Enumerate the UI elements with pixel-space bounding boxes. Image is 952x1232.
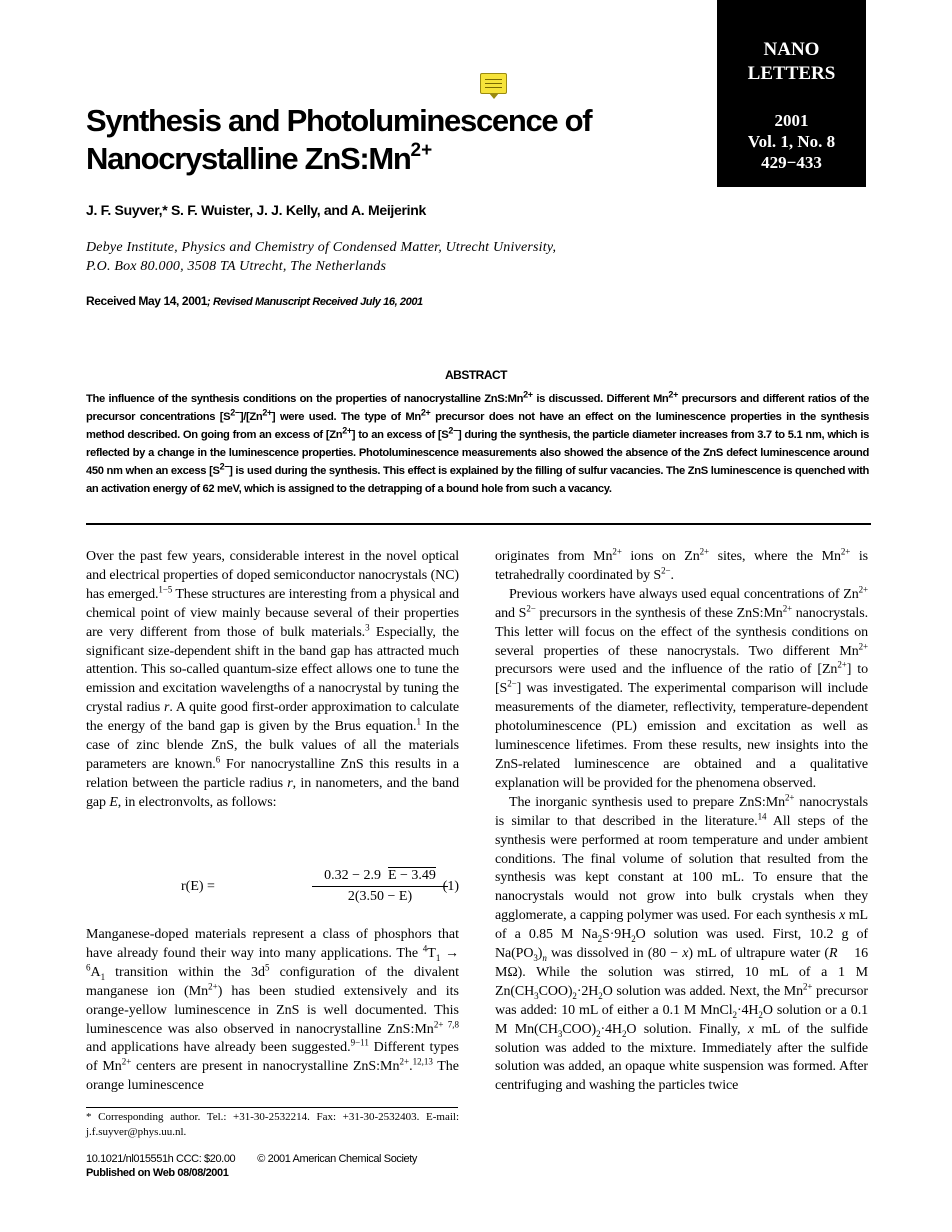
journal-pages: 429−433 <box>761 153 822 172</box>
bottom-info <box>86 1152 417 1180</box>
left-column <box>86 548 459 813</box>
paper-title <box>86 102 706 178</box>
revised-date: ; Revised Manuscript Received July 16, 2001 <box>207 296 423 308</box>
footnote: * Corresponding author. Tel.: +31-30-2532214. Fax: +31-30-2532403. E-mail: j.f.suyver@phys.uu.nl. <box>86 1111 459 1138</box>
equation-fraction <box>312 868 448 905</box>
intro-paragraph: Over the past few years, considerable interest in the novel optical and electrical properties of doped semiconductor nanocrystals (NC) has emerged.$^{1-5}$ These structures are interesting from a physical and chemical point of view mainly because several of their properties are very different from those of bulk materials.$^3$ Especially, the significant size-dependent shift in the band gap has attracted much attention. This so-called quantum-size effect allows one to tune the emission and excitation wavelengths of a nanocrystal by tuning the crystal radius r. A quite good first-order approximation to calculate the energy of the band gap is given by the Brus equation.$^1$ In the case of zinc blende ZnS, the bulk values of all the materials parameters are known.$^6$ For nanocrystalline ZnS this results in a relation between the particle radius r, in nanometers, and the band gap E, in electronvolts, as follows: <box>86 549 459 810</box>
equation-numerator: 0.32 − 2.9 <box>324 868 381 883</box>
journal-year: 2001 <box>774 111 809 130</box>
right-column <box>495 548 868 1096</box>
equation-1 <box>86 868 459 912</box>
abstract-heading: ABSTRACT <box>445 368 507 382</box>
sticky-note-icon[interactable] <box>480 73 507 94</box>
journal-name-line1: NANO <box>763 39 820 60</box>
doi: 10.1021/nl015551h CCC: $20.00 <box>86 1153 236 1165</box>
previous-work-paragraph: Previous workers have always used equal concentrations of $Zn^{2+}$ and $S^{2-}$ precursors in the synthesis of these $ZnS:Mn^{2+}$ nanocrystals. This letter will focus on the effect of the synthesis conditions on several properties of these nanocrystals. Two different $Mn^{2+}$ precursors were used and the influence of the ratio of $[Zn^{2+}]$ to $[S^{2-}]$ was investigated. The experimental comparison will include measurements of the diameter, reflectivity, temperature-dependent photoluminescence (PL) emission and excitation as well as luminescence lifetimes. From these results, new insights into the ZnS-related luminescence are obtained and a qualitative explanation will be provided for the phenomena observed. <box>495 584 868 791</box>
journal-info-box <box>717 0 866 187</box>
affiliation <box>86 238 646 276</box>
affiliation-line1: Debye Institute, Physics and Chemistry of Condensed Matter, Utrecht University, <box>86 240 557 255</box>
journal-name-line2: LETTERS <box>747 63 836 84</box>
published-date: Published on Web 08/08/2001 <box>86 1167 229 1179</box>
equation-denominator: 2(3.50 − E) <box>347 889 413 904</box>
equation-number: (1) <box>442 879 459 894</box>
received-dates <box>86 294 423 308</box>
title-line2: Nanocrystalline ZnS:Mn <box>86 141 411 176</box>
affiliation-line2: P.O. Box 80.000, 3508 TA Utrecht, The Netherlands <box>86 259 387 274</box>
continuation-paragraph: originates from $Mn^{2+}$ ions on $Zn^{2+}$ sites, where the $Mn^{2+}$ is tetrahedrally coordinated by $S^{2-}$. <box>495 546 868 583</box>
synthesis-paragraph: The inorganic synthesis used to prepare $ZnS:Mn^{2+}$ nanocrystals is similar to that described in the literature.$^{14}$ All steps of the synthesis were performed at room temperature and under ambient conditions. The final volume of solution that resulted from the synthesis was kept constant at 100 mL. To ensure that the nanocrystals would not grow into bulk crystals when they agglomerate, a capping polymer was used. For each synthesis x mL of a 0.85 M $Na_2S\cdot 9H_2O$ solution was used. First, 10.2 g of $Na(PO_3)_n$ was dissolved in (80 − x) mL of ultrapure water (R 16 MΩ). While the solution was stirred, 10 mL of a 1 M $Zn(CH_3COO)_2\cdot 2H_2O$ solution was added. Next, the $Mn^{2+}$ precursor was added: 10 mL of either a 0.1 M $MnCl_2\cdot 4H_2O$ solution or a 0.1 M $Mn(CH_3COO)_2\cdot 4H_2O$ solution. Finally, x mL of the sulfide solution was added to the mixture. Immediately after the sulfide solution was added, an opaque white suspension was formed. After centrifuging and washing the particles twice <box>495 792 868 1094</box>
copyright: © 2001 American Chemical Society <box>257 1153 418 1165</box>
manganese-paragraph: Manganese-doped materials represent a class of phosphors that have already found their way into many applications. The $^4T_1 \to ^6A_1$ transition within the $3d^5$ configuration of the divalent manganese ion $(Mn^{2+})$ has been studied extensively and its orange-yellow luminescence in ZnS is well documented. This luminescence was also observed in nanocrystalline $ZnS:Mn^{2+ 7,8}$ and applications have already been suggested.$^{9-11}$ Different types of $Mn^{2+}$ centers are present in nanocrystalline $ZnS:Mn^{2+}.^{12,13}$ The orange luminescence <box>86 927 460 1094</box>
abstract-text: The influence of the synthesis conditions on the properties of nanocrystalline $ZnS:Mn^{2+}$ is discussed. Different $Mn^{2+}$ precursors and different ratios of the precursor concentrations $[S^{2-}]/[Zn^{2+}]$ were used. The type of $Mn^{2+}$ precursor does not have an effect on the luminescence properties in the synthesis method described. On going from an excess of $[Zn^{2+}]$ to an excess of $[S^{2-}]$ during the synthesis, the particle diameter increases from 3.7 to 5.1 nm, which is reflected by a change in the luminescence properties. Photoluminescence measurements also showed the absence of the ZnS defect luminescence around 450 nm when an excess $[S^{2-}]$ is used during the synthesis. This effect is explained by the filling of sulfur vacancies. The ZnS luminescence is quenched with an activation energy of 62 meV, which is assigned to the detrapping of a bound hole from such a vacancy. <box>86 389 870 495</box>
footnote-divider <box>86 1107 458 1108</box>
title-line1: Synthesis and Photoluminescence of <box>86 103 592 138</box>
authors: J. F. Suyver,* S. F. Wuister, J. J. Kelly, and A. Meijerink <box>86 202 426 218</box>
equation-root: E − 3.49 <box>387 868 436 883</box>
title-superscript: 2+ <box>410 140 433 161</box>
equation-lhs: r(E) = <box>181 879 215 894</box>
received-date: Received May 14, 2001 <box>86 294 208 308</box>
fraction-bar <box>312 886 448 887</box>
journal-volume: Vol. 1, No. 8 <box>747 132 836 151</box>
abstract-divider <box>86 523 871 525</box>
